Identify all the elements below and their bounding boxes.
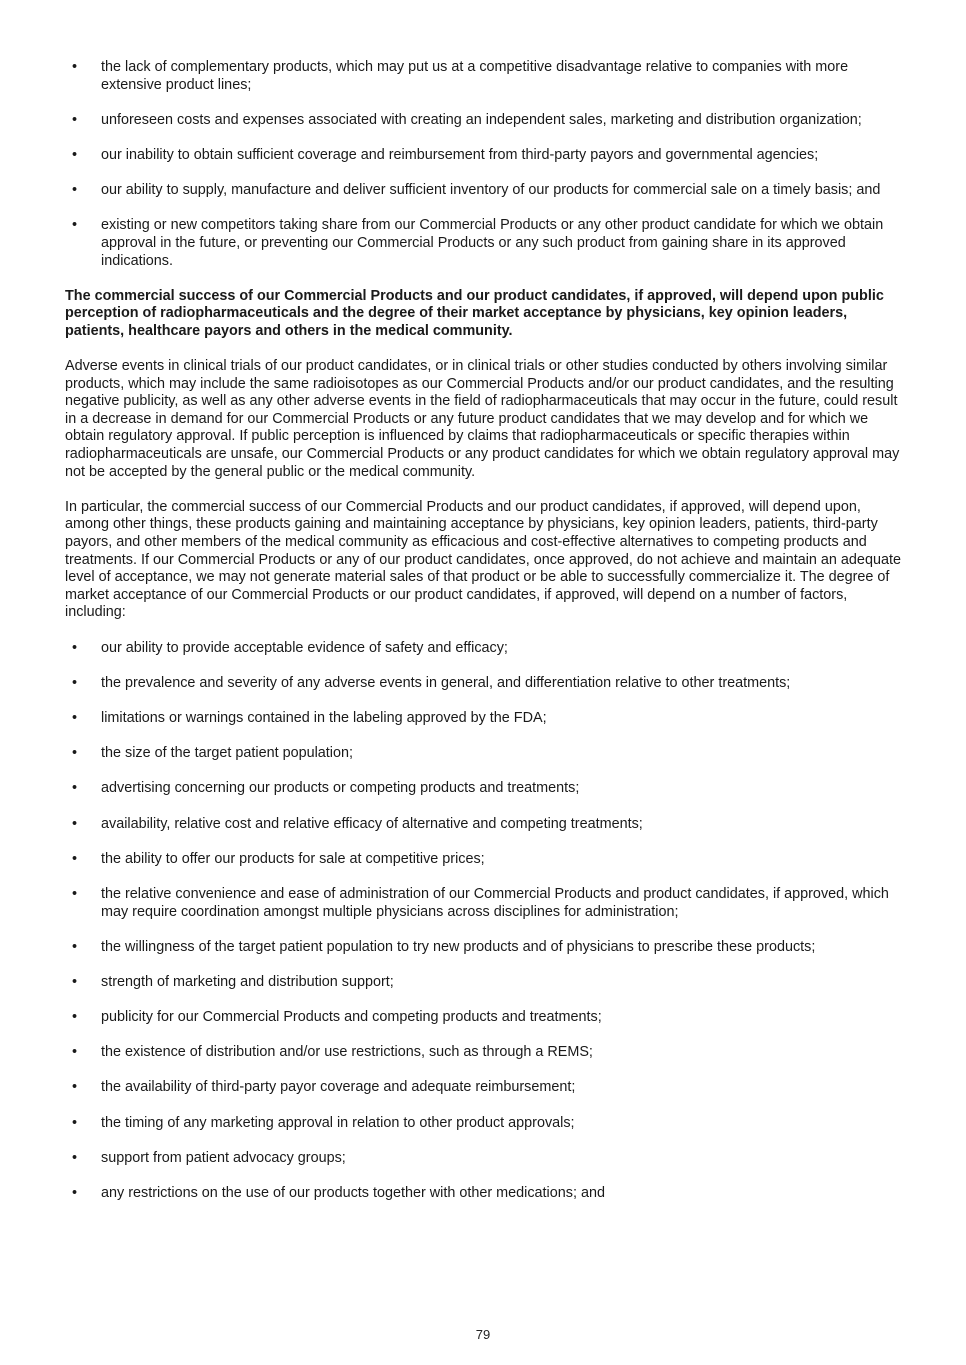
list-item-text: publicity for our Commercial Products and competing products and treatments; — [101, 1009, 602, 1026]
bullet-icon: • — [72, 780, 78, 797]
bullet-icon: • — [72, 674, 78, 691]
list-item — [65, 1185, 905, 1203]
list-item — [65, 780, 905, 798]
list-item — [65, 1150, 905, 1168]
factor-bullet-list — [65, 640, 905, 1203]
page-number: 79 — [475, 1327, 491, 1342]
bullet-icon: • — [72, 1009, 78, 1026]
list-item-text: support from patient advocacy groups; — [101, 1149, 346, 1166]
list-item-text: the lack of complementary products, which may put us at a competitive disadvantage relative to companies with more extensive product lines; — [101, 59, 849, 93]
list-item-text: advertising concerning our products or competing products and treatments; — [101, 780, 580, 797]
section-heading: The commercial success of our Commercial Products and our product candidates, if approved, will depend upon public perception of radiopharmaceuticals and the degree of their market acceptance by physicians, key opinion leaders, patients, healthcare payors and others in the medical community. — [65, 287, 884, 339]
bullet-icon: • — [72, 217, 78, 234]
list-item — [65, 217, 905, 270]
list-item — [65, 939, 905, 957]
list-item-text: our inability to obtain sufficient coverage and reimbursement from third-party payors and governmental agencies; — [101, 146, 819, 163]
list-item — [65, 1079, 905, 1097]
bullet-icon: • — [72, 146, 78, 163]
list-item — [65, 1044, 905, 1062]
bullet-icon: • — [72, 745, 78, 762]
body-paragraph: In particular, the commercial success of our Commercial Products and our product candidates, if approved, will depend upon, among other things, these products gaining and maintaining acceptance by physicians, key opinion leaders, patients, third-party payors, and other members of the medical community as efficacious and cost-effective alternatives to competing products and treatments. If our Commercial Products or any of our product candidates, once approved, do not achieve and maintain an adequate level of acceptance, we may not generate material sales of that product or be able to successfully commercialize it. The degree of market acceptance of our Commercial Products or our product candidates, if approved, will depend on a number of factors, including: — [65, 498, 901, 621]
list-item-text: the existence of distribution and/or use restrictions, such as through a REMS; — [101, 1044, 593, 1061]
bullet-icon: • — [72, 1185, 78, 1201]
list-item-text: our ability to provide acceptable evidence of safety and efficacy; — [101, 639, 508, 656]
list-item — [65, 640, 905, 658]
list-item — [65, 1115, 905, 1133]
list-item — [65, 1009, 905, 1027]
bullet-icon: • — [72, 709, 78, 726]
list-item — [65, 974, 905, 992]
list-item-text: the relative convenience and ease of administration of our Commercial Products and product candidates, if approved, which may require coordination amongst multiple physicians across disciplines for administration; — [101, 885, 889, 920]
bullet-icon: • — [72, 1114, 78, 1131]
list-item — [65, 59, 905, 94]
list-item — [65, 147, 905, 165]
body-paragraph: Adverse events in clinical trials of our product candidates, or in clinical trials or other studies conducted by others involving similar products, which may include the same radioisotopes as our Commercial Products and/or our product candidates, and the resulting negative publicity, as well as any other adverse events in the field of radiopharmaceuticals that may occur in the future, could result in a decrease in demand for our Commercial Products or any future product candidates that we may develop and for which we obtain regulatory approval. If public perception is influenced by claims that radiopharmaceuticals or specific therapies within radiopharmaceuticals are unsafe, our Commercial Products or any product candidates for which we obtain regulatory approval may not be accepted by the general public or the medical community. — [65, 358, 900, 480]
list-item-text: the size of the target patient population; — [101, 745, 354, 762]
document-page — [65, 59, 905, 1203]
list-item-text: existing or new competitors taking share from our Commercial Products or any other product candidate for which we obtain approval in the future, or preventing our Commercial Products or any such product from gaining share in its approved indications. — [101, 217, 884, 269]
bullet-icon: • — [72, 973, 78, 990]
list-item-text: our ability to supply, manufacture and deliver sufficient inventory of our products for commercial sale on a timely basis; and — [101, 182, 881, 199]
bullet-icon: • — [72, 59, 78, 75]
bullet-icon: • — [72, 938, 78, 955]
list-item — [65, 745, 905, 763]
list-item-text: the availability of third-party payor coverage and adequate reimbursement; — [101, 1079, 576, 1096]
list-item — [65, 886, 905, 921]
bullet-icon: • — [72, 639, 78, 656]
list-item — [65, 816, 905, 834]
bullet-icon: • — [72, 182, 78, 199]
bullet-icon: • — [72, 1079, 78, 1096]
list-item — [65, 675, 905, 693]
list-item — [65, 710, 905, 728]
list-item-text: unforeseen costs and expenses associated with creating an independent sales, marketing and distribution organization; — [101, 111, 862, 128]
bullet-icon: • — [72, 111, 78, 128]
list-item-text: availability, relative cost and relative efficacy of alternative and competing treatments; — [101, 815, 643, 832]
list-item-text: the prevalence and severity of any adverse events in general, and differentiation relative to other treatments; — [101, 674, 791, 691]
list-item-text: strength of marketing and distribution support; — [101, 973, 394, 990]
list-item-text: limitations or warnings contained in the labeling approved by the FDA; — [101, 709, 547, 726]
list-item-text: the willingness of the target patient population to try new products and of physicians to prescribe these products; — [101, 938, 816, 955]
bullet-icon: • — [72, 1044, 78, 1061]
bullet-icon: • — [72, 850, 78, 867]
bullet-icon: • — [72, 1149, 78, 1166]
list-item — [65, 851, 905, 869]
list-item — [65, 112, 905, 130]
bullet-icon: • — [72, 885, 78, 902]
list-item-text: the ability to offer our products for sale at competitive prices; — [101, 850, 485, 867]
list-item-text: any restrictions on the use of our products together with other medications; and — [101, 1185, 605, 1201]
bullet-icon: • — [72, 815, 78, 832]
list-item — [65, 182, 905, 200]
top-bullet-list — [65, 59, 905, 270]
list-item-text: the timing of any marketing approval in relation to other product approvals; — [101, 1114, 575, 1131]
